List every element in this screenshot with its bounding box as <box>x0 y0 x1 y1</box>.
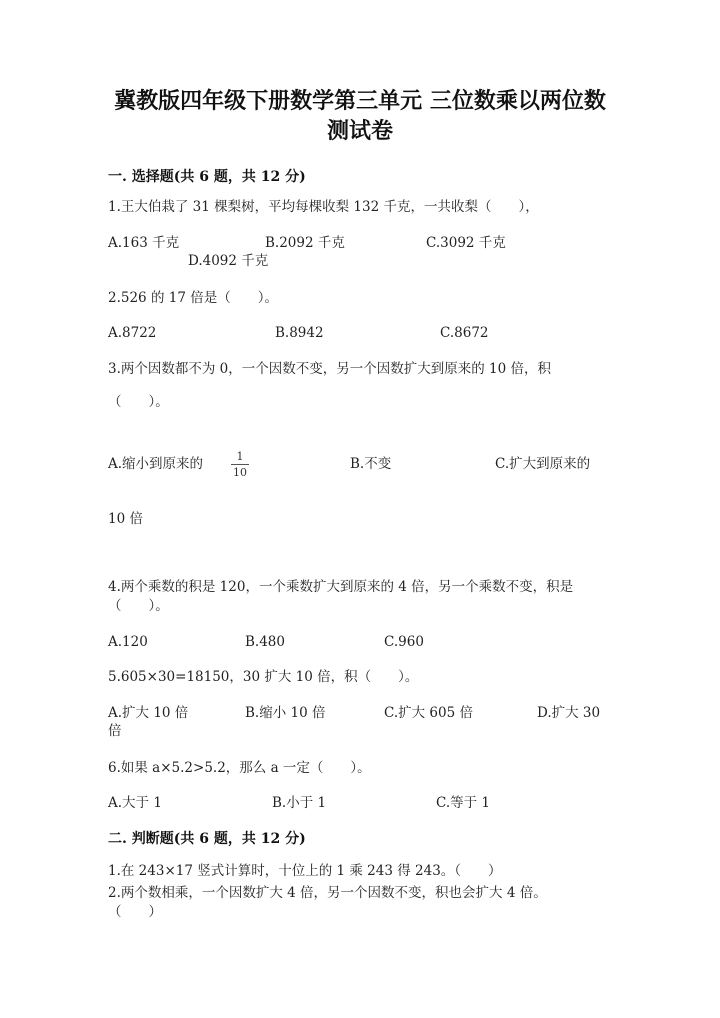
q4-stem-blank: （ ）。 <box>108 598 169 614</box>
judge-2-blank: （ ） <box>108 904 162 920</box>
q2-option-c[interactable]: C.8672 <box>440 325 489 341</box>
q3-fraction-denominator: 10 <box>233 466 247 479</box>
q3-stem-blank: （ ）。 <box>108 394 169 410</box>
q3-option-c-continued: 10 倍 <box>108 511 143 527</box>
judge-2: 2.两个数相乘，一个因数扩大 4 倍，另一个因数不变，积也会扩大 4 倍。 <box>108 885 547 901</box>
q3-stem: 3.两个因数都不为 0，一个因数不变，另一个因数扩大到原来的 10 倍，积 <box>108 361 552 377</box>
q1-option-c[interactable]: C.3092 千克 <box>426 235 506 251</box>
title-line-2: 测试卷 <box>326 118 393 144</box>
q1-option-d[interactable]: D.4092 千克 <box>188 253 269 269</box>
q5-option-a[interactable]: A.扩大 10 倍 <box>108 705 189 721</box>
q5-option-b[interactable]: B.缩小 10 倍 <box>245 705 326 721</box>
q6-option-a[interactable]: A.大于 1 <box>108 795 162 811</box>
q4-option-b[interactable]: B.480 <box>245 634 285 650</box>
page-title <box>90 86 630 146</box>
judge-1: 1.在 243×17 竖式计算时，十位上的 1 乘 243 得 243。（ ） <box>108 863 502 879</box>
q3-fraction-numerator: 1 <box>236 450 244 463</box>
q5-option-d[interactable]: D.扩大 30 <box>537 705 601 721</box>
q4-stem: 4.两个乘数的积是 120，一个乘数扩大到原来的 4 倍，另一个乘数不变，积是 <box>108 579 574 595</box>
q5-stem: 5.605×30=18150，30 扩大 10 倍，积（ ）。 <box>108 669 419 685</box>
q3-fraction <box>229 450 251 479</box>
section-choice-heading: 一. 选择题(共 6 题，共 12 分) <box>108 169 306 185</box>
q1-option-b[interactable]: B.2092 千克 <box>265 235 345 251</box>
q6-option-c[interactable]: C.等于 1 <box>436 795 491 811</box>
q2-option-a[interactable]: A.8722 <box>108 325 157 341</box>
fraction-bar <box>231 464 249 465</box>
q3-option-c[interactable]: C.扩大到原来的 <box>495 456 591 472</box>
q6-stem: 6.如果 a×5.2>5.2，那么 a 一定（ ）。 <box>108 760 371 776</box>
q5-option-d-continued: 倍 <box>108 723 122 739</box>
q3-option-a[interactable]: A.缩小到原来的 <box>108 456 204 472</box>
q4-option-a[interactable]: A.120 <box>108 634 148 650</box>
q5-option-c[interactable]: C.扩大 605 倍 <box>384 705 473 721</box>
title-line-1: 冀教版四年级下册数学第三单元 三位数乘以两位数 <box>114 88 606 114</box>
q2-stem: 2.526 的 17 倍是（ ）。 <box>108 290 278 306</box>
section-judge-heading: 二. 判断题(共 6 题，共 12 分) <box>108 831 306 847</box>
q1-stem: 1.王大伯栽了 31 棵梨树，平均每棵收梨 132 千克，一共收梨（ ）， <box>108 199 539 215</box>
q4-option-c[interactable]: C.960 <box>384 634 424 650</box>
q1-option-a[interactable]: A.163 千克 <box>108 235 180 251</box>
q3-option-b[interactable]: B.不变 <box>350 456 392 472</box>
q6-option-b[interactable]: B.小于 1 <box>272 795 327 811</box>
q2-option-b[interactable]: B.8942 <box>275 325 324 341</box>
